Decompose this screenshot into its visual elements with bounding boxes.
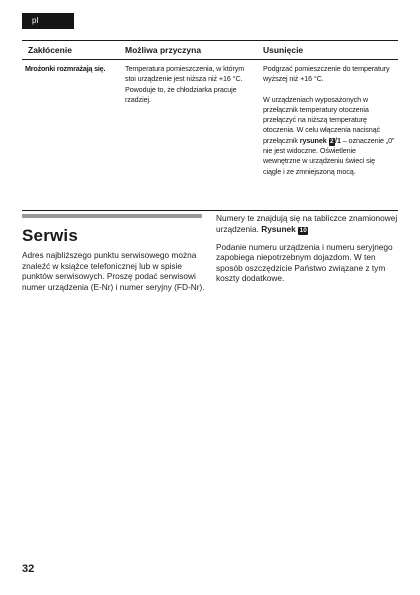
header-cause: Możliwa przyczyna: [125, 45, 202, 55]
figure-number-badge: 2: [330, 137, 334, 145]
figure-number-badge: 10: [299, 226, 307, 234]
table-top-rule: [22, 40, 398, 41]
language-tag: pl: [22, 13, 74, 29]
figure-separator: /: [335, 135, 337, 145]
cause-paragraph: Powoduje to, że chłodziarka pracuje rzadziej.: [125, 84, 237, 104]
service-text: Numery te znajdują się na tabliczce znamionowej urządzenia.: [216, 213, 398, 234]
header-remedy: Usunięcie: [263, 45, 304, 55]
table-header-rule: [22, 59, 398, 60]
page-number: 32: [22, 563, 35, 575]
remedy-paragraph: Podgrzać pomieszczenie do temperatury wyższej niż +16 °C.: [263, 64, 390, 84]
row-fault: Mrożonki rozmrażają się.: [25, 64, 106, 73]
section-divider-bar: [22, 214, 202, 218]
remedy-text: – oznaczenie „0” nie jest widoczne. Oświetlenie wewnętrzne w urządzeniu świeci się ciągle i ze zmniejszoną mocą.: [263, 135, 395, 176]
figure-item-number: 1: [336, 135, 341, 145]
section-title: Serwis: [22, 226, 79, 245]
service-paragraph: [216, 213, 398, 235]
cause-paragraph: Temperatura pomieszczenia, w którym stoi urządzenie jest niższa niż +16 °C.: [125, 64, 245, 84]
service-right-column: [216, 213, 398, 291]
remedy-paragraph: [263, 95, 395, 177]
table-bottom-rule: [22, 210, 398, 211]
row-cause: [125, 64, 253, 105]
remedy-text: W urządzeniach wyposażonych w przełącznik temperatury otoczenia przełączyć na niższą temperaturę otoczenia. W celu włączenia nacisnąć przełącznik: [263, 94, 381, 145]
header-fault: Zakłócenie: [28, 45, 72, 55]
service-paragraph: Adres najbliższego punktu serwisowego można znaleźć w książce telefonicznej lub w spisie punktów serwisowych. Proszę podać serwisowi numer urządzenia (E-Nr) i numer seryjny (FD-Nr).: [22, 250, 205, 292]
service-paragraph: Podanie numeru urządzenia i numeru seryjnego zapobiega niepotrzebnym dojazdom. W ten sposób oszczędzicie Państwo związane z tym koszty dodatkowe.: [216, 241, 393, 284]
service-left-column: [22, 250, 206, 299]
figure-reference: Rysunek: [261, 223, 296, 234]
figure-reference: rysunek: [299, 135, 327, 145]
row-remedy: [263, 64, 395, 177]
